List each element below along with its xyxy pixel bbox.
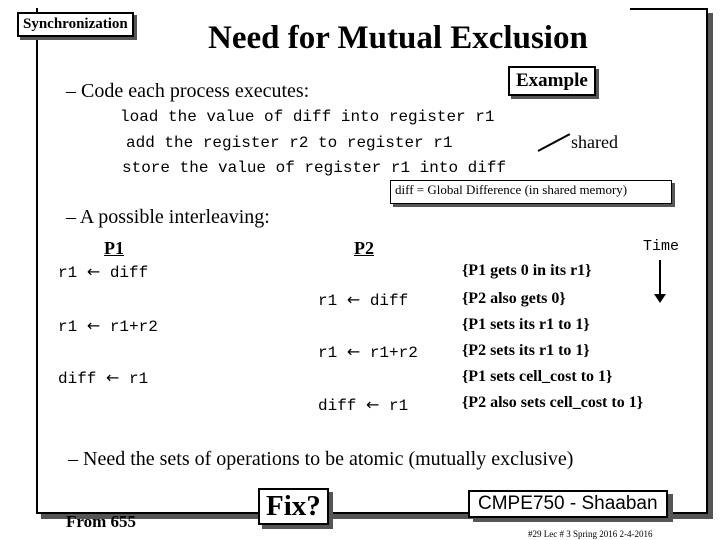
bullet-interleaving: – A possible interleaving:: [66, 206, 270, 228]
comment-6: {P2 also sets cell_cost to 1}: [462, 394, 644, 411]
shared-label: shared: [571, 132, 618, 152]
op-p2-add: r1 ← r1+r2: [318, 342, 418, 362]
course-badge: CMPE750 - Shaaban: [468, 490, 668, 518]
time-label: Time: [643, 238, 680, 255]
op-p2-store: diff ← r1: [318, 395, 409, 415]
p1-label: P1: [104, 238, 124, 258]
slide-title: Need for Mutual Exclusion: [208, 20, 588, 56]
fix-badge: Fix?: [258, 488, 329, 525]
comment-2: {P2 also gets 0}: [462, 290, 566, 307]
code-line-2: add the register r2 to register r1: [126, 134, 453, 152]
p2-label: P2: [354, 238, 374, 258]
bullet-need-atomic: – Need the sets of operations to be atomic (mutually exclusive): [68, 448, 574, 470]
op-p1-add: r1 ← r1+r2: [58, 316, 158, 336]
shared-memory-note: diff = Global Difference (in shared memory): [390, 180, 672, 204]
comment-3: {P1 sets its r1 to 1}: [462, 316, 590, 333]
time-down-arrow-icon: [659, 260, 661, 296]
frame-top-edge: [630, 8, 706, 10]
op-p1-load: r1 ← diff: [58, 262, 149, 282]
bullet-code-intro: – Code each process executes:: [66, 80, 310, 102]
topic-tag: Synchronization: [17, 12, 134, 37]
example-badge: Example: [508, 66, 596, 96]
op-p1-store: diff ← r1: [58, 368, 149, 388]
comment-1: {P1 gets 0 in its r1}: [462, 262, 592, 279]
comment-5: {P1 sets cell_cost to 1}: [462, 368, 613, 385]
code-line-1: load the value of diff into register r1: [120, 108, 495, 126]
from-label: From 655: [66, 512, 137, 531]
slide-footer: #29 Lec # 3 Spring 2016 2-4-2016: [528, 529, 653, 539]
comment-4: {P2 sets its r1 to 1}: [462, 342, 590, 359]
op-p2-load: r1 ← diff: [318, 290, 409, 310]
code-line-3: store the value of register r1 into diff: [122, 159, 507, 177]
